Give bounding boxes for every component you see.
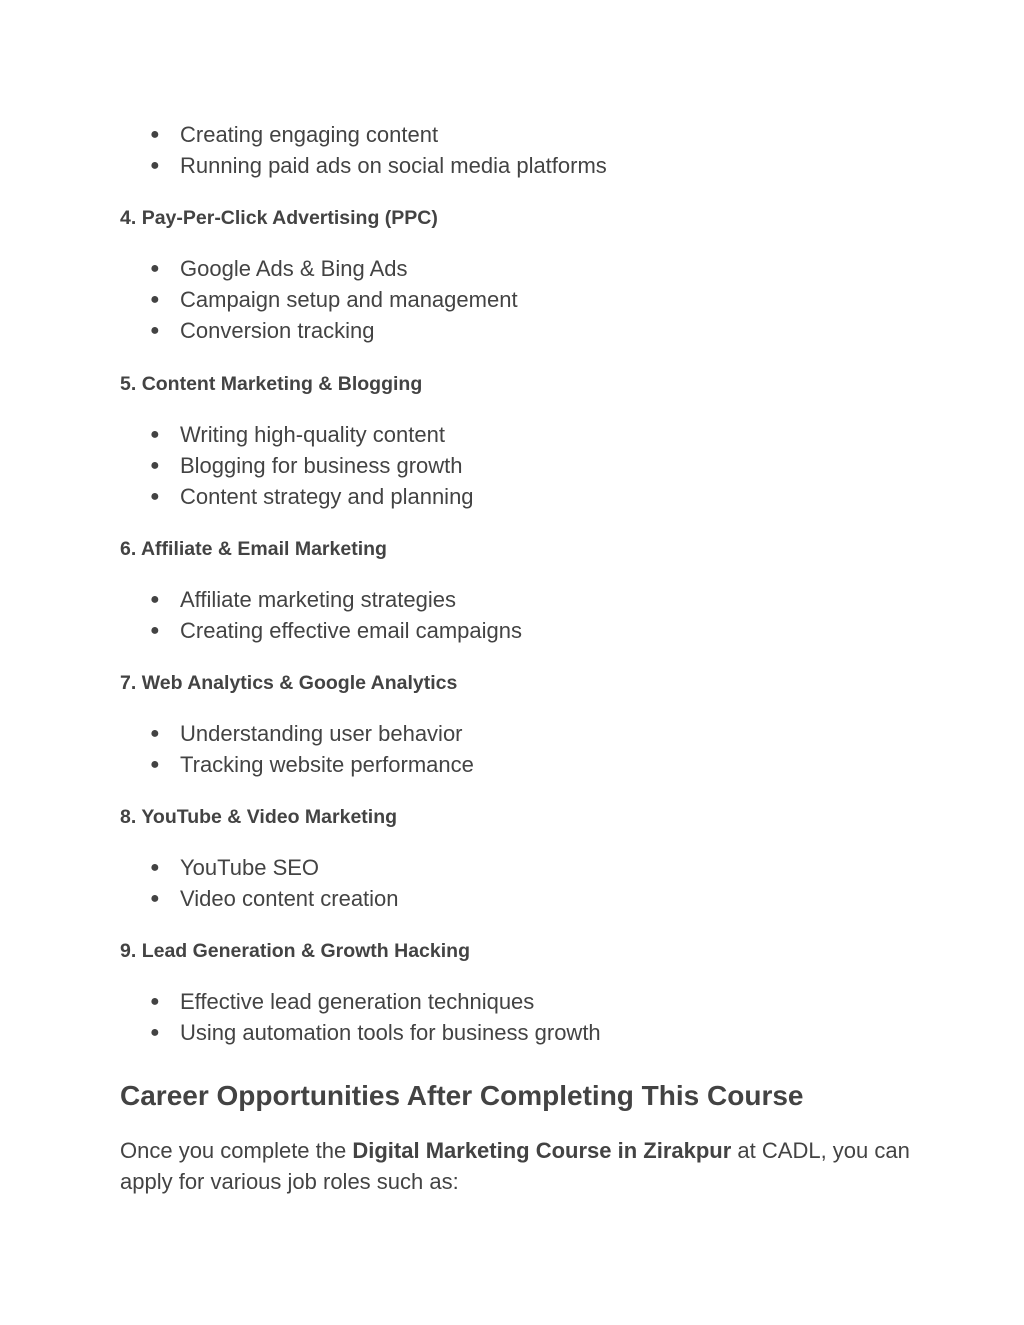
section-heading-web-analytics: 7. Web Analytics & Google Analytics <box>120 672 458 694</box>
bullet-dot-icon: ● <box>150 291 160 308</box>
bullet-dot-icon: ● <box>150 126 160 143</box>
list-item: ● YouTube SEO <box>150 852 399 883</box>
bullet-list-top <box>150 119 607 181</box>
section-heading-content-marketing: 5. Content Marketing & Blogging <box>120 373 423 395</box>
bullet-dot-icon: ● <box>150 457 160 474</box>
bullet-dot-icon: ● <box>150 756 160 773</box>
bullet-dot-icon: ● <box>150 890 160 907</box>
bullet-dot-icon: ● <box>150 1024 160 1041</box>
list-item: ● Conversion tracking <box>150 315 518 346</box>
list-item: ● Tracking website performance <box>150 749 474 780</box>
section-heading-ppc: 4. Pay-Per-Click Advertising (PPC) <box>120 207 438 229</box>
career-intro-paragraph: Once you complete the Digital Marketing Course in Zirakpur at CADL, you can apply for various job roles such as: <box>120 1138 910 1194</box>
bullet-list-web-analytics <box>150 718 474 780</box>
list-item: ● Creating effective email campaigns <box>150 615 522 646</box>
list-item: ● Understanding user behavior <box>150 718 474 749</box>
bullet-dot-icon: ● <box>150 157 160 174</box>
bullet-dot-icon: ● <box>150 322 160 339</box>
bullet-dot-icon: ● <box>150 488 160 505</box>
list-item: ● Content strategy and planning <box>150 481 474 512</box>
section-heading-affiliate-email: 6. Affiliate & Email Marketing <box>120 538 387 560</box>
bullet-dot-icon: ● <box>150 622 160 639</box>
section-heading-youtube-video: 8. YouTube & Video Marketing <box>120 806 398 828</box>
bullet-dot-icon: ● <box>150 859 160 876</box>
bullet-list-affiliate-email <box>150 584 522 646</box>
list-item: ● Affiliate marketing strategies <box>150 584 522 615</box>
bullet-dot-icon: ● <box>150 993 160 1010</box>
bullet-dot-icon: ● <box>150 260 160 277</box>
list-item: ● Using automation tools for business growth <box>150 1017 601 1048</box>
bullet-list-lead-generation <box>150 986 601 1048</box>
section-heading-lead-generation: 9. Lead Generation & Growth Hacking <box>120 940 470 962</box>
list-item: ● Blogging for business growth <box>150 450 474 481</box>
bullet-list-youtube-video <box>150 852 399 914</box>
bullet-dot-icon: ● <box>150 591 160 608</box>
bullet-list-content-marketing <box>150 419 474 512</box>
list-item: ● Creating engaging content <box>150 119 607 150</box>
list-item: ● Writing high-quality content <box>150 419 474 450</box>
list-item: ● Google Ads & Bing Ads <box>150 253 518 284</box>
bullet-dot-icon: ● <box>150 725 160 742</box>
career-opportunities-heading: Career Opportunities After Completing This Course <box>120 1080 804 1111</box>
list-item: ● Effective lead generation techniques <box>150 986 601 1017</box>
list-item: ● Running paid ads on social media platforms <box>150 150 607 181</box>
list-item: ● Campaign setup and management <box>150 284 518 315</box>
list-item: ● Video content creation <box>150 883 399 914</box>
bullet-list-ppc <box>150 253 518 346</box>
course-name-bold: Digital Marketing Course in Zirakpur <box>352 1138 732 1163</box>
bullet-dot-icon: ● <box>150 426 160 443</box>
